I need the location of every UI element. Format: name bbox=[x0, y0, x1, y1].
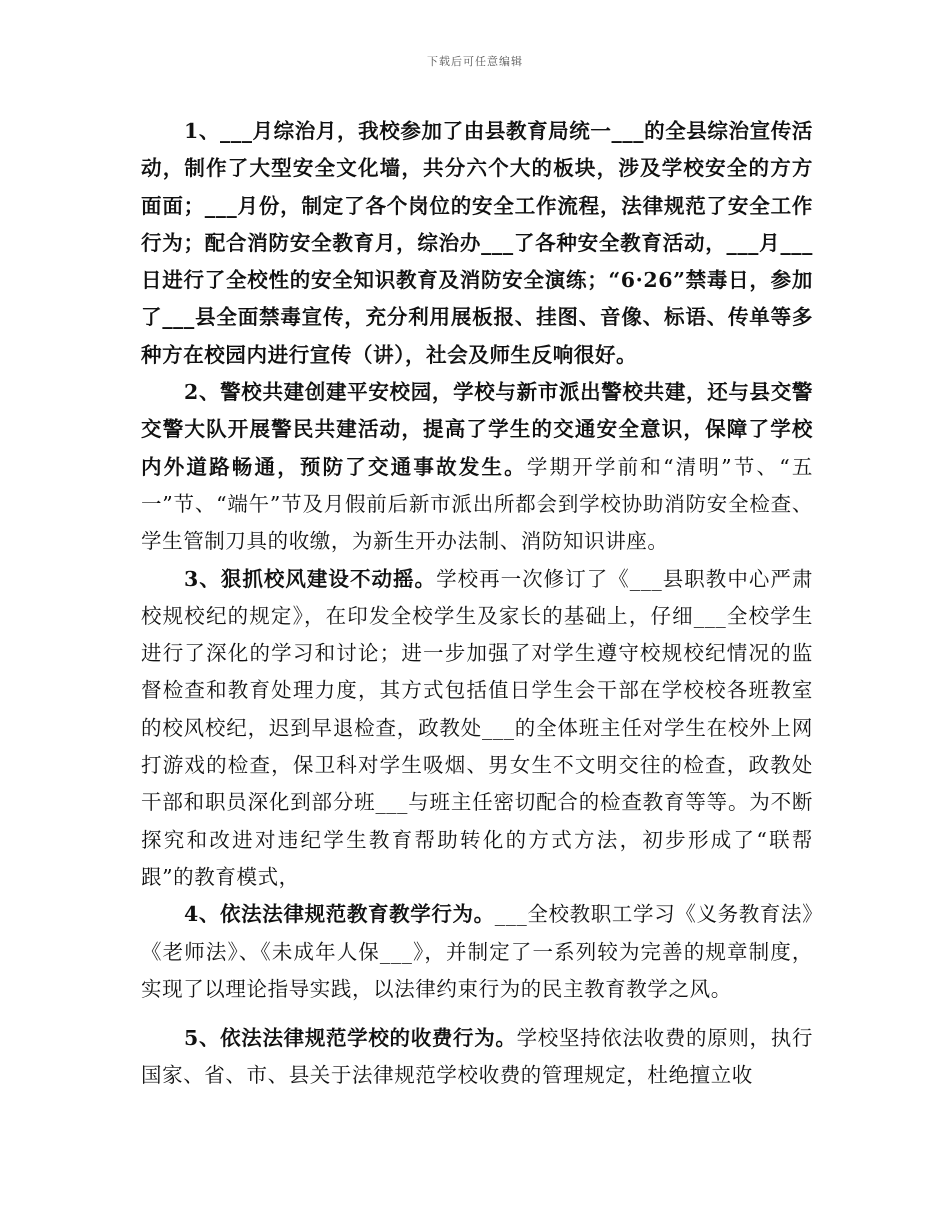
paragraph-3-body: 学校再一次修订了《___县职教中心严肃校规校纪的规定》，在印发全校学生及家长的基础上，仔细___全校学生进行了深化的学习和讨论；进一步加强了对学生遵守校规校纪情况的监督检查和教育处理力度，其方式包括值日学生会干部在学校校各班教室的校风校纪，迟到早退检查，政教处___的全体班主任对学生在校外上网打游戏的检查，保卫科对学生吸烟、男女生不文明交往的检查，政教处干部和职员深化到部分班___与班主任密切配合的检查教育等等。为不断探究和改进对违纪学生教育帮助转化的方式方法，初步形成了“联帮跟”的教育模式， bbox=[141, 566, 813, 889]
paragraph-5 bbox=[141, 1020, 813, 1095]
paragraph-4-body: ___全校教职工学习《义务教育法》《老师法》、《未成年人保___》，并制定了一系列较为完善的规章制度，实现了以理论指导实践，以法律约束行为的民主教育教学之风。 bbox=[141, 902, 813, 1001]
paragraph-2-body: 学期开学前和“清明”节、“五一”节、“端午”节及月假前后新市派出所都会到学校协助消防安全检查、学生管制刀具的收缴，为新生开办法制、消防知识讲座。 bbox=[141, 454, 813, 554]
paragraph-3 bbox=[141, 561, 813, 897]
paragraph-4 bbox=[141, 896, 813, 1008]
paragraph-2 bbox=[141, 374, 813, 560]
paragraph-1-text: 1、___月综治月，我校参加了由县教育局统一___的全县综治宣传活动，制作了大型安全文化墙，共分六个大的板块，涉及学校安全的方方面面；___月份，制定了各个岗位的安全工作流程，法律规范了安全工作行为；配合消防安全教育月，综治办___了各种安全教育活动，___月___日进行了全校性的安全知识教育及消防安全演练；“6·26”禁毒日，参加了___县全面禁毒宣传，充分利用展板报、挂图、音像、标语、传单等多种方在校园内进行宣传（讲），社会及师生反响很好。 bbox=[141, 119, 813, 367]
paragraph-3-heading: 3、狠抓校风建设不动摇。 bbox=[184, 566, 437, 591]
paragraph-5-body: 学校坚持依法收费的原则，执行国家、省、市、县关于法律规范学校收费的管理规定，杜绝擅立收 bbox=[141, 1026, 813, 1088]
document-body bbox=[141, 113, 813, 1095]
paragraph-4-heading: 4、依法法律规范教育教学行为。 bbox=[184, 902, 495, 927]
page-header: 下载后可任意编辑 bbox=[427, 55, 523, 68]
paragraph-1 bbox=[141, 113, 813, 374]
paragraph-5-heading: 5、依法法律规范学校的收费行为。 bbox=[184, 1026, 517, 1051]
paragraph-2-heading: 2、警校共建创建平安校园，学校与新市派出警校共建，还与县交警交警大队开展警民共建活动，提高了学生的交通安全意识，保障了学校内外道路畅通，预防了交通事故发生。 bbox=[141, 380, 813, 479]
